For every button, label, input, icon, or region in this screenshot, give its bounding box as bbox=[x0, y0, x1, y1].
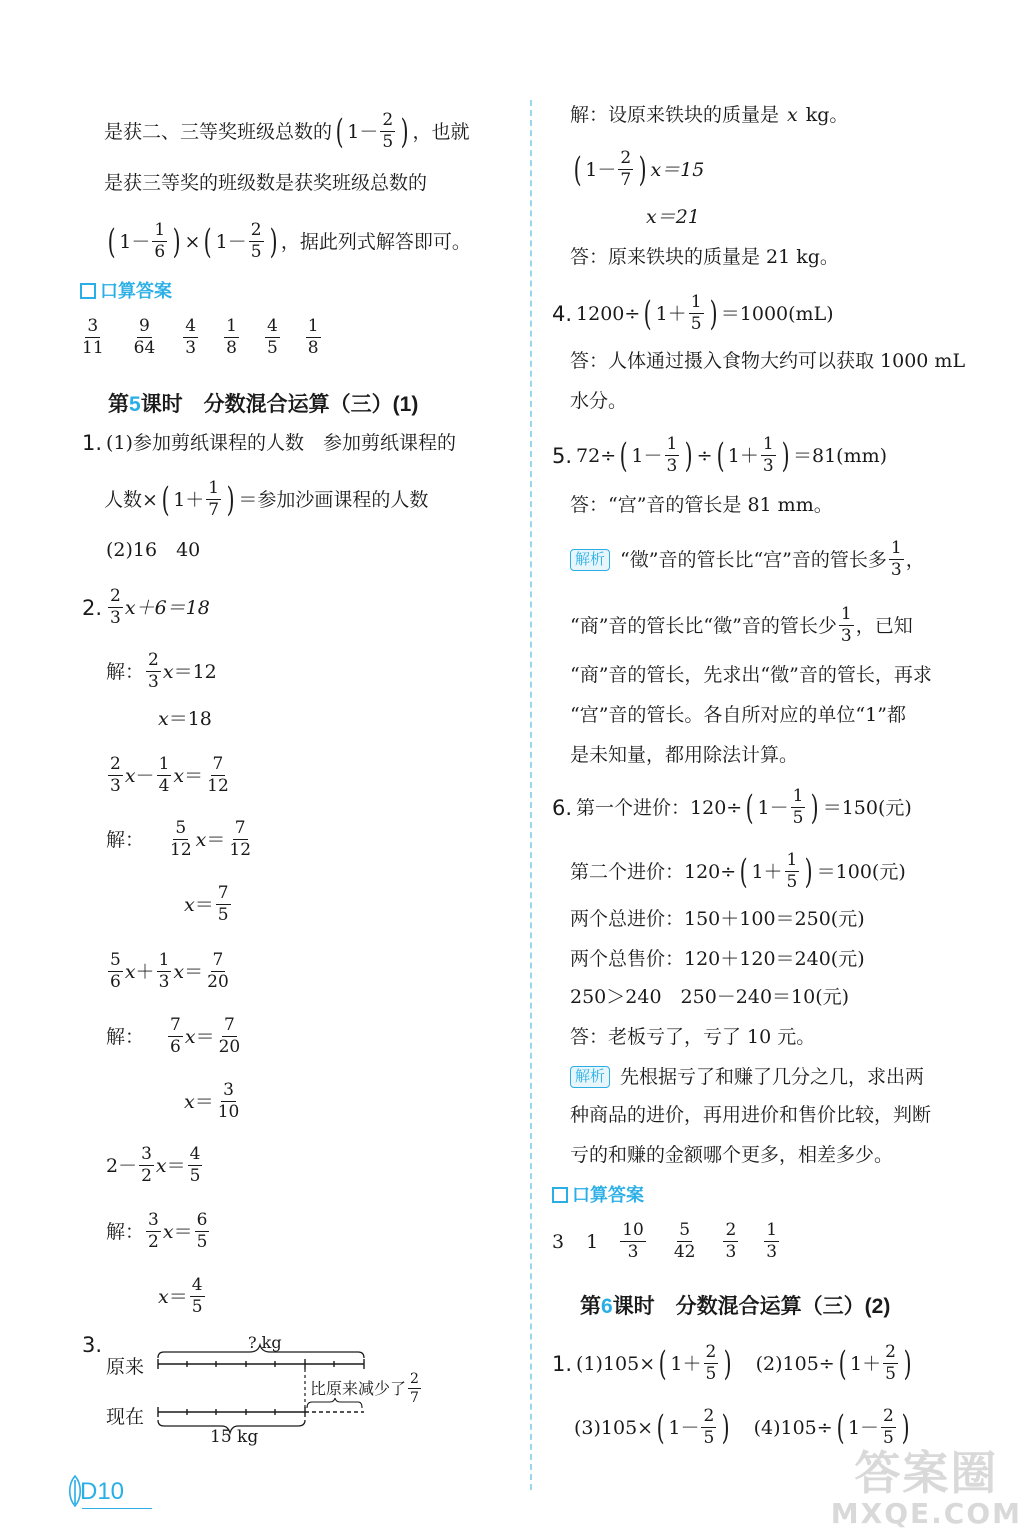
paren: ( bbox=[739, 851, 748, 892]
text: 1＋ bbox=[751, 860, 783, 883]
text: ＝ bbox=[206, 828, 226, 851]
fraction: 5 42 bbox=[673, 1220, 696, 1262]
fraction: 1 3 bbox=[762, 434, 774, 476]
text: x bbox=[184, 893, 195, 916]
fraction: 1 5 bbox=[690, 292, 702, 334]
text: 1200÷ bbox=[576, 302, 641, 325]
paren: ( bbox=[161, 479, 170, 520]
l6-q1-line-1 bbox=[552, 1344, 915, 1383]
paren: ( bbox=[619, 435, 628, 476]
q6-analysis-3 bbox=[570, 1140, 893, 1170]
checkbox-icon bbox=[80, 283, 96, 299]
kousuan-answers bbox=[80, 318, 347, 357]
text: ＝参加沙画课程的人数 bbox=[238, 488, 429, 511]
q6-analysis-2 bbox=[570, 1100, 931, 1130]
text: 比原来减少了 bbox=[310, 1378, 407, 1398]
q2-sol-4 bbox=[184, 885, 233, 924]
paren: ) bbox=[781, 435, 790, 476]
text: 答：人体通过摄入食物大约可以获取 1000 mL bbox=[570, 350, 966, 372]
watermark bbox=[831, 1437, 1022, 1530]
text: 是未知量，都用除法计算。 bbox=[570, 744, 799, 766]
text: ＝1000(mL) bbox=[720, 302, 834, 325]
text: 是获三等奖的班级数是获奖班级总数的 bbox=[104, 172, 428, 194]
text: ＝18 bbox=[168, 708, 212, 730]
fraction: 1 3 bbox=[890, 538, 902, 580]
text: kg。 bbox=[805, 104, 849, 126]
lesson-number: 5 bbox=[129, 393, 141, 416]
text: ＋ bbox=[135, 960, 155, 983]
text: 第二个进价：120÷ bbox=[570, 860, 737, 883]
text: 1＋ bbox=[670, 1352, 702, 1375]
text: ＝ bbox=[195, 1025, 215, 1048]
fraction: 5 12 bbox=[170, 818, 192, 860]
variable: x bbox=[162, 660, 174, 683]
text: 解： bbox=[106, 1025, 145, 1048]
text: 解： bbox=[106, 828, 145, 851]
text: 1－ bbox=[847, 1416, 880, 1439]
text: ÷ bbox=[696, 444, 713, 467]
text: 是获二、三等奖班级总数的 bbox=[104, 120, 333, 143]
q6-line-3 bbox=[570, 904, 865, 934]
top-brace bbox=[158, 1345, 364, 1358]
segment-diagram bbox=[150, 1340, 380, 1440]
text: 答：“宫”音的管长是 81 mm。 bbox=[570, 494, 833, 516]
text: x bbox=[173, 960, 185, 983]
fraction: 2 7 bbox=[620, 148, 632, 190]
fraction: 7 5 bbox=[217, 883, 229, 925]
text: x bbox=[173, 764, 185, 787]
paren: ) bbox=[709, 293, 718, 334]
text: 两个总进价：150＋100＝250(元) bbox=[570, 908, 865, 930]
fraction: 2 5 bbox=[703, 1406, 715, 1448]
text: 1－ bbox=[119, 230, 151, 253]
text: “商”音的管长比“徵”音的管长少 bbox=[570, 614, 837, 637]
paren: ) bbox=[805, 851, 813, 892]
text: 第一个进价：120÷ bbox=[576, 796, 743, 819]
paren: ) bbox=[723, 1343, 732, 1384]
text: ，已知 bbox=[855, 614, 913, 637]
analysis-line-1 bbox=[104, 112, 469, 151]
question-number: 1. bbox=[82, 431, 103, 455]
text: x bbox=[184, 1025, 196, 1048]
text: 1＋ bbox=[849, 1352, 882, 1375]
q3-sol-line-3 bbox=[646, 202, 700, 232]
q5-analysis-1 bbox=[570, 540, 925, 579]
text: ＝ bbox=[184, 764, 204, 787]
text: ＝ bbox=[194, 1090, 214, 1113]
watermark-line-1: 答案圈 bbox=[854, 1446, 999, 1500]
fraction: 2 5 bbox=[885, 1342, 896, 1384]
fraction: 1 3 bbox=[840, 604, 852, 646]
q6-line-4 bbox=[570, 944, 865, 974]
q2-sol-6 bbox=[184, 1082, 243, 1121]
fraction: 2 5 bbox=[382, 110, 394, 152]
text: ，也就 bbox=[412, 120, 470, 143]
fraction: 1 5 bbox=[792, 786, 804, 828]
paren: ) bbox=[721, 1407, 730, 1448]
text: ＝ bbox=[173, 1220, 193, 1243]
text: 72÷ bbox=[576, 444, 617, 467]
text: 答：原来铁块的质量是 21 kg。 bbox=[570, 246, 839, 268]
q2-eq-3 bbox=[106, 952, 233, 991]
paren: ) bbox=[901, 1407, 910, 1448]
checkbox-icon bbox=[552, 1187, 568, 1203]
q3-orig-label: 原来 bbox=[106, 1356, 145, 1378]
paren: ( bbox=[836, 1407, 845, 1448]
text: 两个总售价：120＋120＝240(元) bbox=[570, 948, 865, 970]
q3-bottom-label: 15 kg bbox=[210, 1427, 259, 1447]
text: (2)16 40 bbox=[106, 539, 201, 561]
text: ， bbox=[905, 548, 925, 571]
kousuan-value: 1 bbox=[586, 1230, 599, 1253]
fraction: 1 3 bbox=[666, 434, 678, 476]
q1-line-3 bbox=[106, 535, 200, 565]
text: (4)105÷ bbox=[753, 1416, 833, 1439]
text: 1－ bbox=[347, 120, 379, 143]
fraction: 7 6 bbox=[170, 1015, 181, 1057]
text: 1－ bbox=[631, 444, 663, 467]
text: ，据此列式解答即可。 bbox=[280, 230, 471, 253]
q2-sol-2 bbox=[158, 704, 212, 734]
fraction: 1 8 bbox=[226, 316, 237, 358]
fraction: 1 3 bbox=[158, 950, 170, 992]
text: (3)105× bbox=[574, 1416, 654, 1439]
watermark-line-2: MXQE.COM bbox=[830, 1497, 1022, 1530]
text: 口算答案 bbox=[572, 1185, 644, 1205]
paren: ( bbox=[656, 1407, 665, 1448]
text: 种商品的进价，再用进价和售价比较，判断 bbox=[570, 1104, 932, 1126]
question-number: 4. bbox=[552, 301, 573, 326]
text: x bbox=[184, 1090, 195, 1113]
paren: ) bbox=[638, 149, 647, 190]
paren: ( bbox=[643, 293, 652, 334]
text: 1＋ bbox=[173, 488, 205, 511]
text: “徵”音的管长比“宫”音的管长多 bbox=[620, 548, 887, 571]
q3-now-label: 现在 bbox=[106, 1406, 145, 1428]
fraction: 6 5 bbox=[196, 1210, 208, 1252]
fraction: 7 20 bbox=[218, 1015, 241, 1057]
text: 口算答案 bbox=[100, 281, 172, 301]
text: 亏的和赚的金额哪个更多，相差多少。 bbox=[570, 1144, 894, 1166]
fraction: 4 5 bbox=[266, 316, 278, 358]
fraction: 9 64 bbox=[133, 316, 156, 358]
fraction: 4 3 bbox=[185, 316, 197, 358]
q2-sol-7 bbox=[106, 1212, 211, 1251]
fraction: 2 5 bbox=[705, 1342, 717, 1384]
text: x bbox=[158, 1285, 169, 1308]
text: 答：老板亏了，亏了 10 元。 bbox=[570, 1026, 816, 1048]
q3-sol-line-2 bbox=[570, 150, 704, 189]
q4-equation bbox=[552, 294, 834, 333]
q4-answer-1 bbox=[570, 346, 965, 376]
q2-sol-3 bbox=[106, 820, 255, 859]
bottom-brace bbox=[158, 1420, 305, 1433]
fraction: 3 2 bbox=[141, 1144, 152, 1186]
paren: ) bbox=[811, 787, 820, 828]
text: 2－ bbox=[106, 1154, 138, 1177]
kousuan-heading bbox=[552, 1180, 644, 1210]
fraction: 7 20 bbox=[207, 950, 229, 992]
text: 课时 分数混合运算（三）(2) bbox=[612, 1295, 891, 1318]
fraction: 2 3 bbox=[110, 586, 121, 628]
fraction: 4 5 bbox=[191, 1275, 203, 1317]
q6-line-6 bbox=[570, 1022, 815, 1052]
q3-sol-line-1 bbox=[570, 100, 848, 130]
q5-analysis-5 bbox=[570, 740, 798, 770]
kousuan-answers bbox=[552, 1222, 805, 1261]
question-number: 5. bbox=[552, 443, 573, 468]
text: x bbox=[162, 1220, 174, 1243]
reduce-brace bbox=[307, 1398, 362, 1408]
text: x bbox=[195, 828, 207, 851]
fraction: 7 12 bbox=[229, 818, 252, 860]
fraction: 4 5 bbox=[189, 1144, 201, 1186]
paren: ) bbox=[400, 111, 409, 152]
text: x＝21 bbox=[646, 206, 700, 228]
text: × bbox=[184, 230, 201, 253]
text: (2)105÷ bbox=[755, 1352, 835, 1375]
fraction: 1 6 bbox=[154, 220, 166, 262]
text: x bbox=[155, 1154, 167, 1177]
question-number: 3. bbox=[82, 1333, 103, 1357]
q3-answer bbox=[570, 242, 839, 272]
paren: ( bbox=[204, 221, 212, 262]
fraction: 2 3 bbox=[110, 754, 121, 796]
analysis-line-2 bbox=[104, 168, 427, 198]
text: ＝ bbox=[194, 893, 214, 916]
fraction: 1 7 bbox=[208, 478, 220, 520]
fraction: 2 7 bbox=[410, 1371, 419, 1406]
fraction: 5 6 bbox=[110, 950, 121, 992]
lesson-number: 6 bbox=[601, 1295, 613, 1318]
paren: ( bbox=[658, 1343, 667, 1384]
text: 1＋ bbox=[655, 302, 687, 325]
q6-line-2 bbox=[570, 852, 906, 891]
q1-line-2 bbox=[104, 480, 428, 519]
fraction: 3 10 bbox=[217, 1080, 240, 1122]
q2-sol-8 bbox=[158, 1277, 207, 1316]
fraction: 2 3 bbox=[725, 1220, 737, 1262]
text: 1－ bbox=[668, 1416, 700, 1439]
text: ＝150(元) bbox=[822, 796, 912, 819]
variable: x bbox=[158, 708, 169, 730]
text: 课时 分数混合运算（三）(1) bbox=[140, 393, 419, 416]
q5-analysis-2 bbox=[570, 606, 913, 645]
q2-sol-5 bbox=[106, 1017, 244, 1056]
question-number: 6. bbox=[552, 795, 573, 820]
paren: ( bbox=[745, 787, 754, 828]
text: 解： bbox=[106, 1220, 145, 1243]
question-number: 1. bbox=[552, 1351, 573, 1376]
q5-answer bbox=[570, 490, 833, 520]
fraction: 1 8 bbox=[307, 316, 319, 358]
fraction: 2 3 bbox=[148, 650, 159, 692]
q2-eq-4 bbox=[106, 1146, 204, 1185]
text: 第 bbox=[108, 393, 129, 416]
text: 1－ bbox=[757, 796, 789, 819]
text: 1＋ bbox=[727, 444, 759, 467]
text: ＝81(mm) bbox=[792, 444, 888, 467]
fraction: 1 4 bbox=[158, 754, 170, 796]
analysis-tag: 解析 bbox=[570, 1066, 610, 1088]
fraction: 2 5 bbox=[250, 220, 262, 262]
paren: ( bbox=[335, 111, 344, 152]
text: ＝ bbox=[184, 960, 204, 983]
text: (1)105× bbox=[576, 1352, 656, 1375]
fraction: 10 3 bbox=[622, 1220, 644, 1262]
text: ＝ bbox=[168, 1285, 188, 1308]
text: ＝12 bbox=[173, 660, 217, 683]
kousuan-heading bbox=[80, 276, 172, 306]
text: 1－ bbox=[215, 230, 247, 253]
text: － bbox=[135, 764, 155, 787]
text: (1)参加剪纸课程的人数 参加剪纸课程的 bbox=[106, 432, 456, 454]
text: x＋6＝18 bbox=[124, 596, 210, 619]
column-divider bbox=[530, 100, 532, 1490]
text: 水分。 bbox=[570, 390, 628, 412]
analysis-tag: 解析 bbox=[570, 549, 610, 571]
q2-sol-1 bbox=[106, 652, 217, 691]
fraction: 1 5 bbox=[786, 850, 798, 892]
q2-eq-2 bbox=[106, 756, 233, 795]
q6-analysis-1 bbox=[570, 1062, 924, 1092]
page-underline bbox=[82, 1508, 152, 1509]
q1-line-1 bbox=[82, 428, 456, 458]
q5-analysis-4 bbox=[570, 700, 906, 730]
fraction: 1 3 bbox=[766, 1220, 778, 1262]
paren: ( bbox=[838, 1343, 847, 1384]
text: 先根据亏了和赚了几分之几，求出两 bbox=[620, 1066, 925, 1088]
variable: x bbox=[787, 104, 798, 126]
q5-analysis-3 bbox=[570, 660, 932, 690]
text: 250＞240 250－240＝10(元) bbox=[570, 986, 850, 1008]
text: “商”音的管长，先求出“徵”音的管长，再求 bbox=[570, 664, 932, 686]
q6-line-1 bbox=[552, 788, 912, 827]
text: x bbox=[124, 960, 136, 983]
page-number: D10 bbox=[80, 1478, 125, 1505]
lesson-title bbox=[580, 1292, 890, 1322]
q2-eq-1 bbox=[82, 588, 210, 627]
question-number: 2. bbox=[82, 595, 103, 620]
paren: ) bbox=[684, 435, 693, 476]
fraction: 3 11 bbox=[82, 316, 104, 358]
text: x＝15 bbox=[650, 158, 705, 181]
fraction: 2 5 bbox=[883, 1406, 894, 1448]
q4-answer-2 bbox=[570, 386, 627, 416]
paren: ) bbox=[226, 479, 235, 520]
paren: ) bbox=[172, 221, 181, 262]
paren: ( bbox=[107, 221, 116, 262]
analysis-line-3 bbox=[104, 222, 471, 261]
text: “宫”音的管长。各自所对应的单位“1”都 bbox=[570, 704, 906, 726]
lesson-title bbox=[108, 390, 418, 420]
text: 解：设原来铁块的质量是 bbox=[570, 104, 780, 126]
q5-equation bbox=[552, 436, 887, 475]
paren: ) bbox=[903, 1343, 912, 1384]
text: ＝100(元) bbox=[816, 860, 906, 883]
text: 人数× bbox=[104, 488, 158, 511]
text: 1－ bbox=[585, 158, 617, 181]
paren: ) bbox=[269, 221, 278, 262]
q3-top-label: ? kg bbox=[248, 1333, 282, 1352]
kousuan-value: 3 bbox=[552, 1230, 565, 1253]
text: ＝ bbox=[166, 1154, 186, 1177]
fraction: 3 2 bbox=[148, 1210, 159, 1252]
text: x bbox=[124, 764, 136, 787]
text: 第 bbox=[580, 1295, 601, 1318]
q6-line-5 bbox=[570, 982, 849, 1012]
paren: ( bbox=[716, 435, 725, 476]
q3-number bbox=[82, 1330, 106, 1360]
fraction: 7 12 bbox=[207, 754, 229, 796]
text: 解： bbox=[106, 660, 145, 683]
paren: ( bbox=[573, 149, 582, 190]
